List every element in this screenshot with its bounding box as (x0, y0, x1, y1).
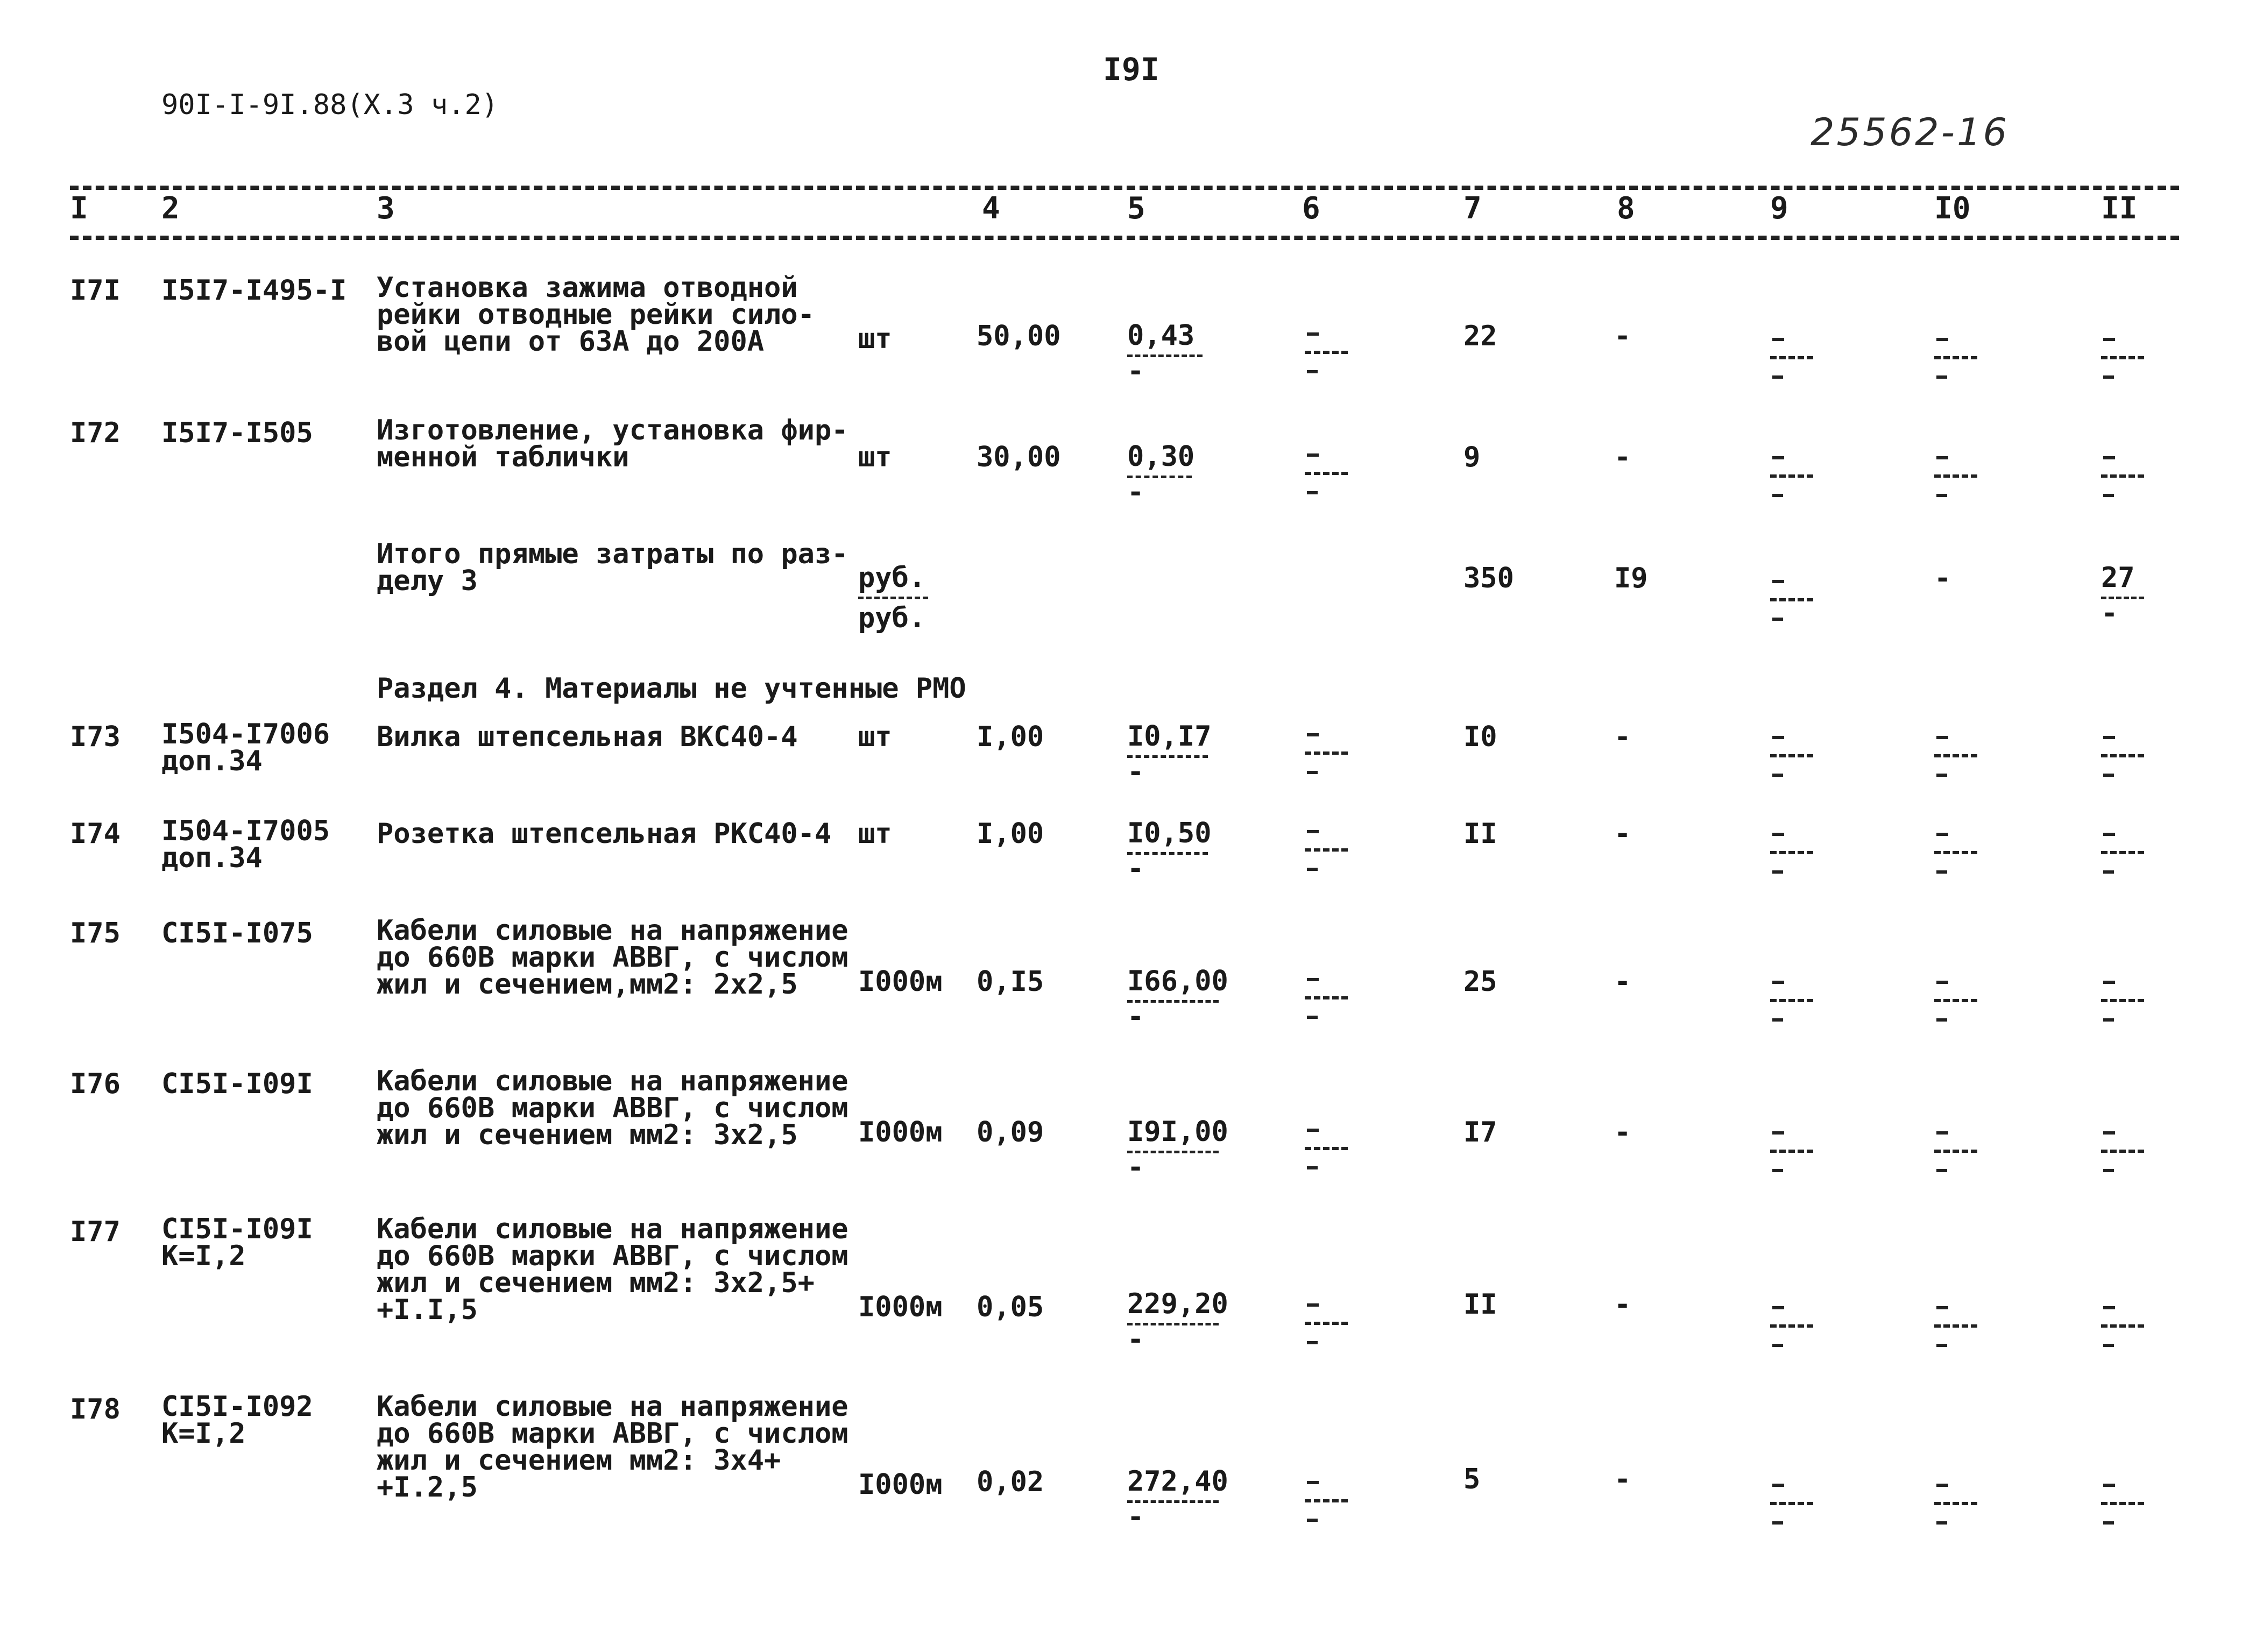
unit: I000м (858, 966, 943, 998)
quantity: 30,00 (977, 441, 1061, 473)
work-description: Вилка штепсельная ВКС40-4 (377, 721, 798, 753)
unit-price (1127, 965, 1228, 1033)
unit-price (1127, 817, 1212, 885)
column-header-11: II (2101, 191, 2138, 226)
rate-code: CI5I-I09I (161, 1068, 313, 1100)
unit-bottom: руб. (858, 602, 926, 634)
unit: I000м (858, 1469, 943, 1501)
rate-code: I5I7-I505 (161, 417, 313, 449)
fraction-denominator: - (2101, 597, 2118, 629)
unit: шт (858, 441, 892, 473)
fraction-denominator: - (1127, 1001, 1144, 1033)
column-11-value (2101, 562, 2144, 629)
work-description: Изготовление, установка фир- менной таблички (377, 414, 848, 473)
column-8-value: - (1614, 1463, 1631, 1495)
unit: шт (858, 818, 892, 850)
rate-code: CI5I-I092 К=I,2 (161, 1391, 313, 1450)
quantity: 0,09 (977, 1116, 1044, 1148)
column-header-2: 2 (161, 191, 180, 226)
column-8-value: - (1614, 966, 1631, 998)
column-header-10: I0 (1934, 191, 1971, 226)
column-header-4: 4 (982, 191, 1000, 226)
unit-price-value: 0,30 (1127, 441, 1195, 473)
column-header-8: 8 (1617, 191, 1635, 226)
unit-price-value: 0,43 (1127, 320, 1195, 352)
work-description: Кабели силовые на напряжение до 660В марки АВВГ, с числом жил и сечением мм2: 3х2,5 (377, 1065, 848, 1151)
quantity: 0,I5 (977, 966, 1044, 998)
quantity: 0,05 (977, 1291, 1044, 1323)
column-header-6: 6 (1302, 191, 1320, 226)
document-code: 90I-I-9I.88(X.3 ч.2) (161, 89, 499, 121)
column-8-value: - (1614, 320, 1631, 352)
column-8-value: - (1614, 441, 1631, 473)
handwritten-code: 25562-16 (1811, 110, 2010, 154)
total-label: Итого прямые затраты по раз- делу 3 (377, 538, 848, 597)
unit-price-value: 229,20 (1127, 1288, 1228, 1320)
work-description: Установка зажима отводной рейки отводные рейки сило- вой цепи от 63А до 200А (377, 272, 815, 358)
fraction-denominator: - (1127, 1501, 1144, 1533)
total-cost: 22 (1463, 320, 1497, 352)
column-header-3: 3 (377, 191, 395, 226)
total-cost: 350 (1463, 562, 1514, 594)
total-cost: 9 (1463, 441, 1481, 473)
unit-price-value: I0,50 (1127, 817, 1212, 849)
column-8-value: I9 (1614, 562, 1648, 594)
column-8-value: - (1614, 1116, 1631, 1148)
unit-price (1127, 1288, 1228, 1356)
work-description: Кабели силовые на напряжение до 660В марки АВВГ, с числом жил и сечением мм2: 3х2,5+ +I.I,5 (377, 1213, 848, 1326)
column-header-9: 9 (1770, 191, 1788, 226)
section-title: Раздел 4. Материалы не учтенные РМО (377, 672, 966, 705)
total-cost: I0 (1463, 721, 1497, 753)
quantity: 50,00 (977, 320, 1061, 352)
row-number: I78 (70, 1393, 121, 1426)
unit-price-value: I9I,00 (1127, 1116, 1228, 1148)
column-11-number: 27 (2101, 562, 2135, 594)
fraction-bar (858, 597, 928, 599)
unit-price-value: 272,40 (1127, 1465, 1228, 1498)
unit-price (1127, 320, 1203, 387)
total-cost: 5 (1463, 1463, 1481, 1495)
total-cost: 25 (1463, 966, 1497, 998)
fraction-denominator: - (1127, 1323, 1144, 1356)
fraction-denominator: - (1127, 756, 1144, 788)
rate-code: CI5I-I075 (161, 917, 313, 949)
row-number: I72 (70, 417, 121, 449)
quantity: I,00 (977, 721, 1044, 753)
rate-code: I504-I7006 доп.34 (161, 718, 330, 777)
fraction-denominator: - (1127, 476, 1144, 508)
unit-price (1127, 441, 1195, 508)
header-bottom-rule (70, 236, 2179, 240)
column-8-value: - (1614, 1288, 1631, 1321)
row-number: I74 (70, 818, 121, 850)
column-header-7: 7 (1463, 191, 1482, 226)
column-header-5: 5 (1127, 191, 1145, 226)
total-cost: II (1463, 818, 1497, 850)
rate-code: I5I7-I495-I (161, 274, 347, 307)
fraction-denominator: - (1127, 1151, 1144, 1183)
quantity: 0,02 (977, 1466, 1044, 1498)
unit-price (1127, 1116, 1228, 1183)
work-description: Кабели силовые на напряжение до 660В марки АВВГ, с числом жил и сечением,мм2: 2х2,5 (377, 914, 848, 1001)
work-description: Розетка штепсельная РКС40-4 (377, 818, 832, 850)
row-number: I7I (70, 274, 121, 307)
column-header-1: I (70, 191, 88, 226)
total-unit (858, 562, 928, 634)
row-number: I76 (70, 1068, 121, 1100)
unit-price-value: I66,00 (1127, 965, 1228, 997)
header-top-rule (70, 186, 2179, 190)
total-cost: II (1463, 1288, 1497, 1321)
column-10-value: - (1934, 562, 1951, 594)
column-8-value: - (1614, 818, 1631, 850)
total-cost: I7 (1463, 1116, 1497, 1148)
unit: I000м (858, 1116, 943, 1148)
unit: шт (858, 323, 892, 355)
row-number: I73 (70, 721, 121, 753)
row-number: I75 (70, 917, 121, 949)
fraction-denominator: - (1127, 355, 1144, 387)
rate-code: I504-I7005 доп.34 (161, 815, 330, 874)
row-number: I77 (70, 1216, 121, 1248)
unit-price (1127, 1465, 1228, 1533)
unit-top: руб. (858, 562, 926, 594)
page-number: I9I (1103, 51, 1159, 88)
unit-price (1127, 720, 1212, 788)
fraction-denominator: - (1127, 853, 1144, 885)
column-8-value: - (1614, 721, 1631, 753)
unit: шт (858, 721, 892, 753)
unit-price-value: I0,I7 (1127, 720, 1212, 753)
quantity: I,00 (977, 818, 1044, 850)
rate-code: CI5I-I09I К=I,2 (161, 1213, 313, 1272)
unit: I000м (858, 1291, 943, 1323)
work-description: Кабели силовые на напряжение до 660В марки АВВГ, с числом жил и сечением мм2: 3х4+ +I.2,5 (377, 1391, 848, 1504)
